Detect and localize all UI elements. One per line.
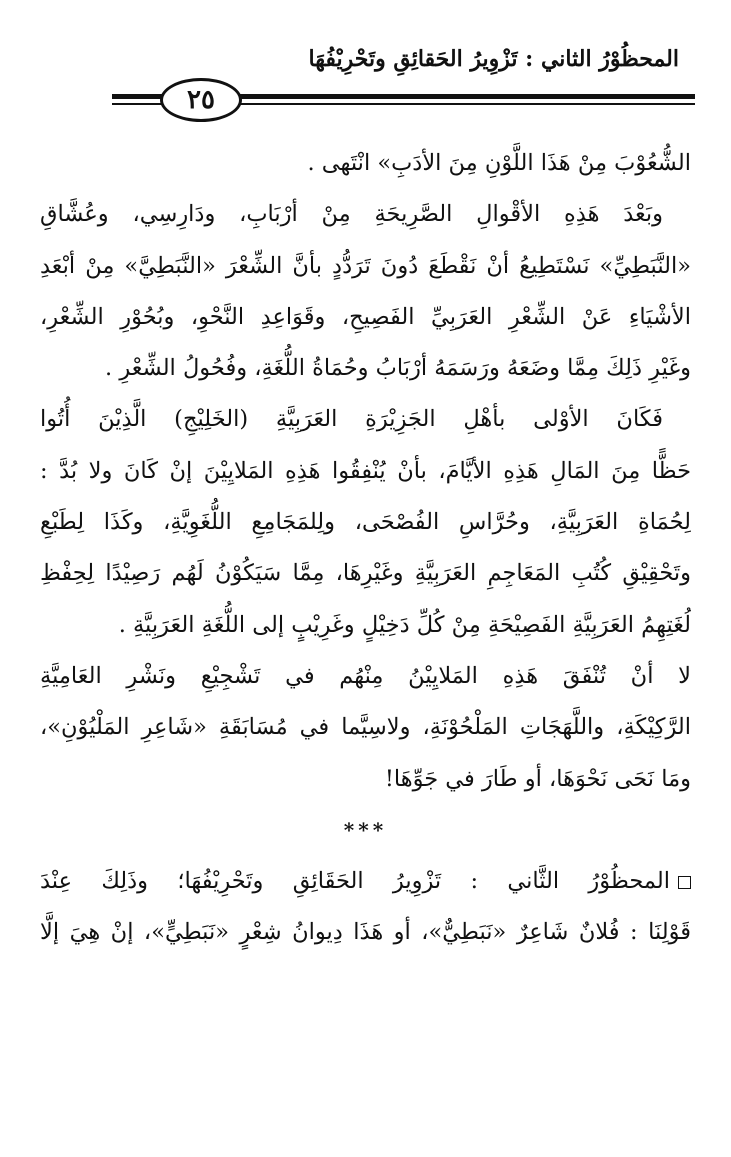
text-line: حَظًّا مِنَ المَالِ هَذِهِ الأيَّامَ، بأنْ يُنْفِقُوا هَذِهِ المَلايِيْنَ إنْ كَانَ ولا بُدَّ : xyxy=(40,457,691,484)
text-line: «النَّبَطِيِّ» نَسْتَطِيعُ أنْ نَقْطَعَ دُونَ تَرَدُّدٍ بأنَّ الشِّعْرَ «النَّبَطِيَّ» مِنْ أبْعَدِ xyxy=(40,252,691,279)
running-header: المحظُوْرُ الثاني : تَزْوِيرُ الحَقائِقِ وتَحْرِيْفُهَا xyxy=(308,46,679,72)
text-line: فَكَانَ الأوْلى بأهْلِ الجَزِيْرَةِ العَرَبِيَّةِ (الخَلِيْجِ) الَّذِيْنَ أُتُوا xyxy=(40,406,663,433)
text-line: الأشْيَاءِ عَنْ الشِّعْرِ العَرَبِيِّ الفَصِيحِ، وقَوَاعِدِ النَّحْوِ، وبُحُوْرِ الشِّعْرِ، xyxy=(40,303,691,330)
section-separator: *** xyxy=(343,817,388,842)
text-line: وغَيْرِ ذَلِكَ مِمَّا وضَعَهُ ورَسَمَهُ أرْبَابُ وحُمَاةُ اللُّغَةِ، وفُحُولُ الشِّعْرِ . xyxy=(105,355,691,382)
text-line: قَوْلِنَا : فُلانٌ شَاعِرٌ «نَبَطِيٌّ»، أو هَذَا دِيوانُ شِعْرٍ «نَبَطِيٍّ»، إنْ هِيَ إلَّا xyxy=(40,919,691,946)
text-line: وبَعْدَ هَذِهِ الأقْوالِ الصَّرِيحَةِ مِنْ أرْبَابِ، ودَارِسِي، وعُشَّاقِ xyxy=(40,201,663,228)
page-number-badge: ٢٥ xyxy=(160,78,242,122)
square-bullet-icon xyxy=(678,876,691,889)
text-line: وتَحْقِيْقِ كُتُبِ المَعَاجِمِ العَرَبِيَّةِ وغَيْرِهَا، مِمَّا سَيَكُوْنُ لَهُم رَصِيْدًا لِحِفْظِ xyxy=(40,560,691,587)
text-line-section-heading xyxy=(40,856,691,907)
text-line: لُغَتِهِمُ العَرَبِيَّةِ الفَصِيْحَةِ مِنْ كُلِّ دَخِيْلٍ وغَرِيْبٍ إلى اللُّغَةِ العَرَبِيَّةِ . xyxy=(118,611,691,638)
text-line: لا أنْ تُنْفَقَ هَذِهِ المَلايِيْنُ مِنْهُم في تَشْجِيْعِ ونَشْرِ العَامِيَّةِ xyxy=(40,662,691,689)
text-line: الرَّكِيْكَةِ، واللَّهَجَاتِ المَلْحُوْنَةِ، ولاسِيَّما في مُسَابَقَةِ «شَاعِرِ المَلْيُوْنِ»، xyxy=(40,714,691,741)
section-heading-text: المحظُوْرُ الثَّاني : تَزْوِيرُ الحَقَائِقِ وتَحْرِيْفُهَا؛ وذَلِكَ عِنْدَ xyxy=(40,868,670,895)
text-line: الشُّعُوْبَ مِنْ هَذَا اللَّوْنِ مِنَ الأدَبِ» انْتَهى . xyxy=(307,150,691,176)
body-text xyxy=(40,138,691,959)
text-line: ومَا نَحَى نَحْوَهَا، أو طَارَ في جَوِّهَا! xyxy=(384,765,691,792)
text-line: لِحُمَاةِ العَرَبِيَّةِ، وحُرَّاسِ الفُصْحَى، ولِلمَجَامِعِ اللُّغَوِيَّةِ، وكَذَا لِطَبْعِ xyxy=(40,509,691,536)
